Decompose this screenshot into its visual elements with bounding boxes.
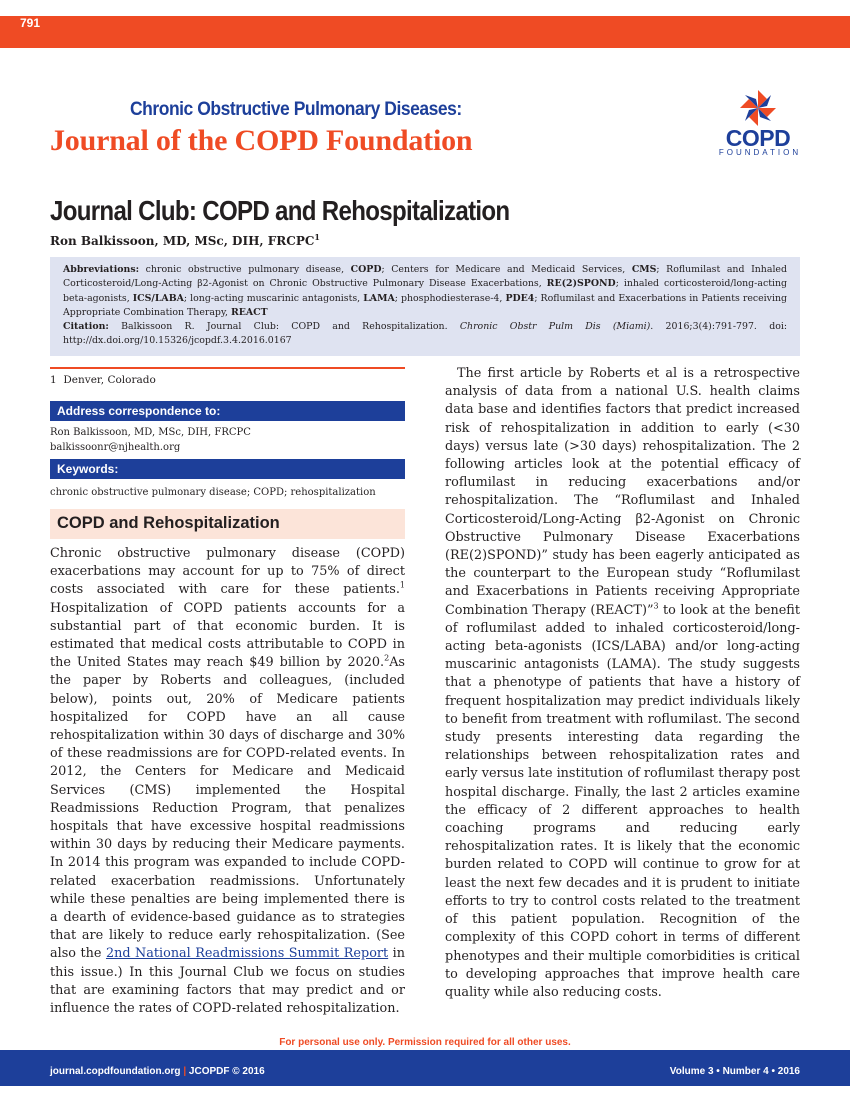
keywords-label: Keywords: <box>50 459 405 479</box>
journal-subtitle: Chronic Obstructive Pulmonary Diseases: <box>130 99 462 120</box>
paragraph-text: in this issue.) In this Journal Club we focus on studies that are examining factors that may predict and or influence the rates of COPD-related rehospitalization. <box>50 946 406 1017</box>
abbr-text: ; long-acting muscarinic antagonists, <box>183 292 364 304</box>
author-line <box>50 232 320 248</box>
abbreviations-box <box>50 257 800 356</box>
correspondence-label: Address correspondence to: <box>50 401 405 421</box>
abbr-text: ; Centers for Medicare and Medicaid Services, <box>381 264 632 275</box>
paragraph-text: Chronic obstructive pulmonary disease (COPD) exacerbations may account for up to 75% of direct costs associated with care for these patients. <box>50 546 405 598</box>
abbr-key: REACT <box>230 306 268 318</box>
abbr-text: ; Roflumilast and Exacerbations in Patients receiving Appropriate Combination Therapy, <box>63 292 788 318</box>
footer-copyright: JCOPDF © 2016 <box>188 1066 265 1077</box>
divider <box>50 367 405 369</box>
footer-volume: Volume 3 • Number 4 • 2016 <box>669 1066 800 1077</box>
citation-text: Balkissoon R. Journal Club: COPD and Rehospitalization. <box>108 321 460 333</box>
page-number: 791 <box>20 16 41 30</box>
reference-sup: 1 <box>399 581 405 591</box>
paragraph-text: As the paper by Roberts and colleagues, (included below), points out, 20% of Medicare patients hospitalized for COPD have an all cause rehospitalization within 30 days of discharge and 30% of these readmissions are for COPD-related events. In 2012, the Centers for Medicare and Medicaid Services (CMS) implemented the Hospital Readmissions Reduction Program, that penalizes hospitals that have excessive hospital readmissions within 30 days by reducing their Medicare payments. In 2014 this program was expanded to include COPD-related exacerbation readmissions. Unfortunately while these penalties are being implemented there is a dearth of evidence-based guidance as to strategies that are likely to reduce early rehospitalization. (See also the <box>50 655 405 962</box>
abbr-key: RE(2)SPOND <box>546 278 616 290</box>
footer-left <box>50 1066 265 1077</box>
correspondence-email[interactable]: balkissoonr@njhealth.org <box>50 442 181 453</box>
copd-foundation-logo <box>716 88 806 162</box>
article-title: Journal Club: COPD and Rehospitalization <box>50 195 510 226</box>
header-bar <box>0 16 850 48</box>
body-left-column <box>50 545 405 1018</box>
readmissions-report-link[interactable]: 2nd National Readmissions Summit Report <box>105 946 389 962</box>
citation-journal: Chronic Obstr Pulm Dis (Miami). <box>459 321 654 333</box>
affiliation-number: 1 <box>50 374 57 386</box>
reference-sup: 2 <box>384 653 390 663</box>
paragraph-text: Hospitalization of COPD patients accounts for a substantial part of that economic burden. It is estimated that medical costs attributable to COPD in the United States may reach $49 billion by 2020. <box>50 600 405 671</box>
correspondence-name: Ron Balkissoon, MD, MSc, DIH, FRCPC <box>50 427 251 438</box>
abbr-text: ; phosphodiesterase-4, <box>394 292 506 304</box>
section-heading: COPD and Rehospitalization <box>50 509 405 539</box>
keywords-text: chronic obstructive pulmonary disease; COPD; rehospitalization <box>50 487 376 498</box>
logo-subword: FOUNDATION <box>718 148 802 157</box>
paragraph-text: The first article by Roberts et al is a retrospective analysis of data from a national U.S. health claims data base and identifies factors that predict increased risk of rehospitalization in addition to early (<30 days) versus late (>30 days) rehospitalization. The 2 following articles look at the potential efficacy of roflumilast in reducing exacerbations and/or rehospitalization. The “Roflumilast and Inhaled Corticosteroid/Long-Acting β2-Agonist on Chronic Obstructive Pulmonary Disease Exacerbations (RE(2)SPOND)” study has been eagerly anticipated as the counterpart to the European study “Roflumilast and Exacerbations in Patients receiving Appropriate Combination Therapy (REACT)” <box>445 366 800 618</box>
logo-word: COPD <box>725 125 791 151</box>
usage-note: For personal use only. Permission required for all other uses. <box>279 1037 571 1048</box>
author-names: Ron Balkissoon, MD, MSc, DIH, FRCPC <box>50 234 315 248</box>
affiliation-text: Denver, Colorado <box>63 374 156 386</box>
citation-label: Citation: <box>63 321 109 333</box>
abbr-key: COPD <box>350 264 382 275</box>
abbr-text: ; Roflumilast and Inhaled Corticosteroid/Long-Acting β2-Agonist on Chronic Obstructive Pulmonary Disease Exacerbations, <box>63 264 787 290</box>
abbr-text: chronic obstructive pulmonary disease, <box>139 264 351 275</box>
footer-site[interactable]: journal.copdfoundation.org <box>50 1066 181 1077</box>
abbr-text: ; inhaled corticosteroid/long-acting beta-agonists, <box>63 278 787 304</box>
citation-doi[interactable]: 2016;3(4):791-797. doi: http://dx.doi.org/10.15326/jcopdf.3.4.2016.0167 <box>63 321 787 347</box>
abbr-key: PDE4 <box>505 292 535 304</box>
body-right-column <box>445 365 800 1002</box>
correspondence-block <box>50 425 251 455</box>
pinwheel-icon <box>716 88 806 128</box>
footer-separator: | <box>183 1066 187 1077</box>
reference-sup: 3 <box>653 601 659 611</box>
affiliation <box>50 374 156 386</box>
author-affil-sup: 1 <box>314 232 320 242</box>
abbr-key: CMS <box>631 264 657 275</box>
abbr-label: Abbreviations: <box>63 264 140 275</box>
journal-title: Journal of the COPD Foundation <box>50 124 473 157</box>
paragraph-text: to look at the benefit of roflumilast added to inhaled corticosteroid/long-acting beta-agonists (ICS/LABA) and/or long-acting muscarinic antagonists (LAMA). The study suggests that a phenotype of patients that have a history of frequent hospitalization may predict individuals likely to benefit from treatment with roflumilast. The second study presents interesting data regarding the relationships between rehospitalization rates and early versus late institution of roflumilast therapy post hospital discharge. Finally, the last 2 articles examine the efficacy of 2 different approaches to health coaching programs and reducing early rehospitalization rates. It is likely that the economic burden related to COPD will continue to grow for at least the next few decades and it is prudent to initiate efforts to try to control costs related to the treatment of this patient population. Recognition of the complexity of this COPD cohort in terms of different phenotypes and their multiple comorbidities is critical to developing approaches that improve health care quality while also reducing costs. <box>445 602 800 1000</box>
abbr-key: LAMA <box>363 292 395 304</box>
abbr-key: ICS/LABA <box>132 292 184 304</box>
footer-bar <box>0 1050 850 1086</box>
